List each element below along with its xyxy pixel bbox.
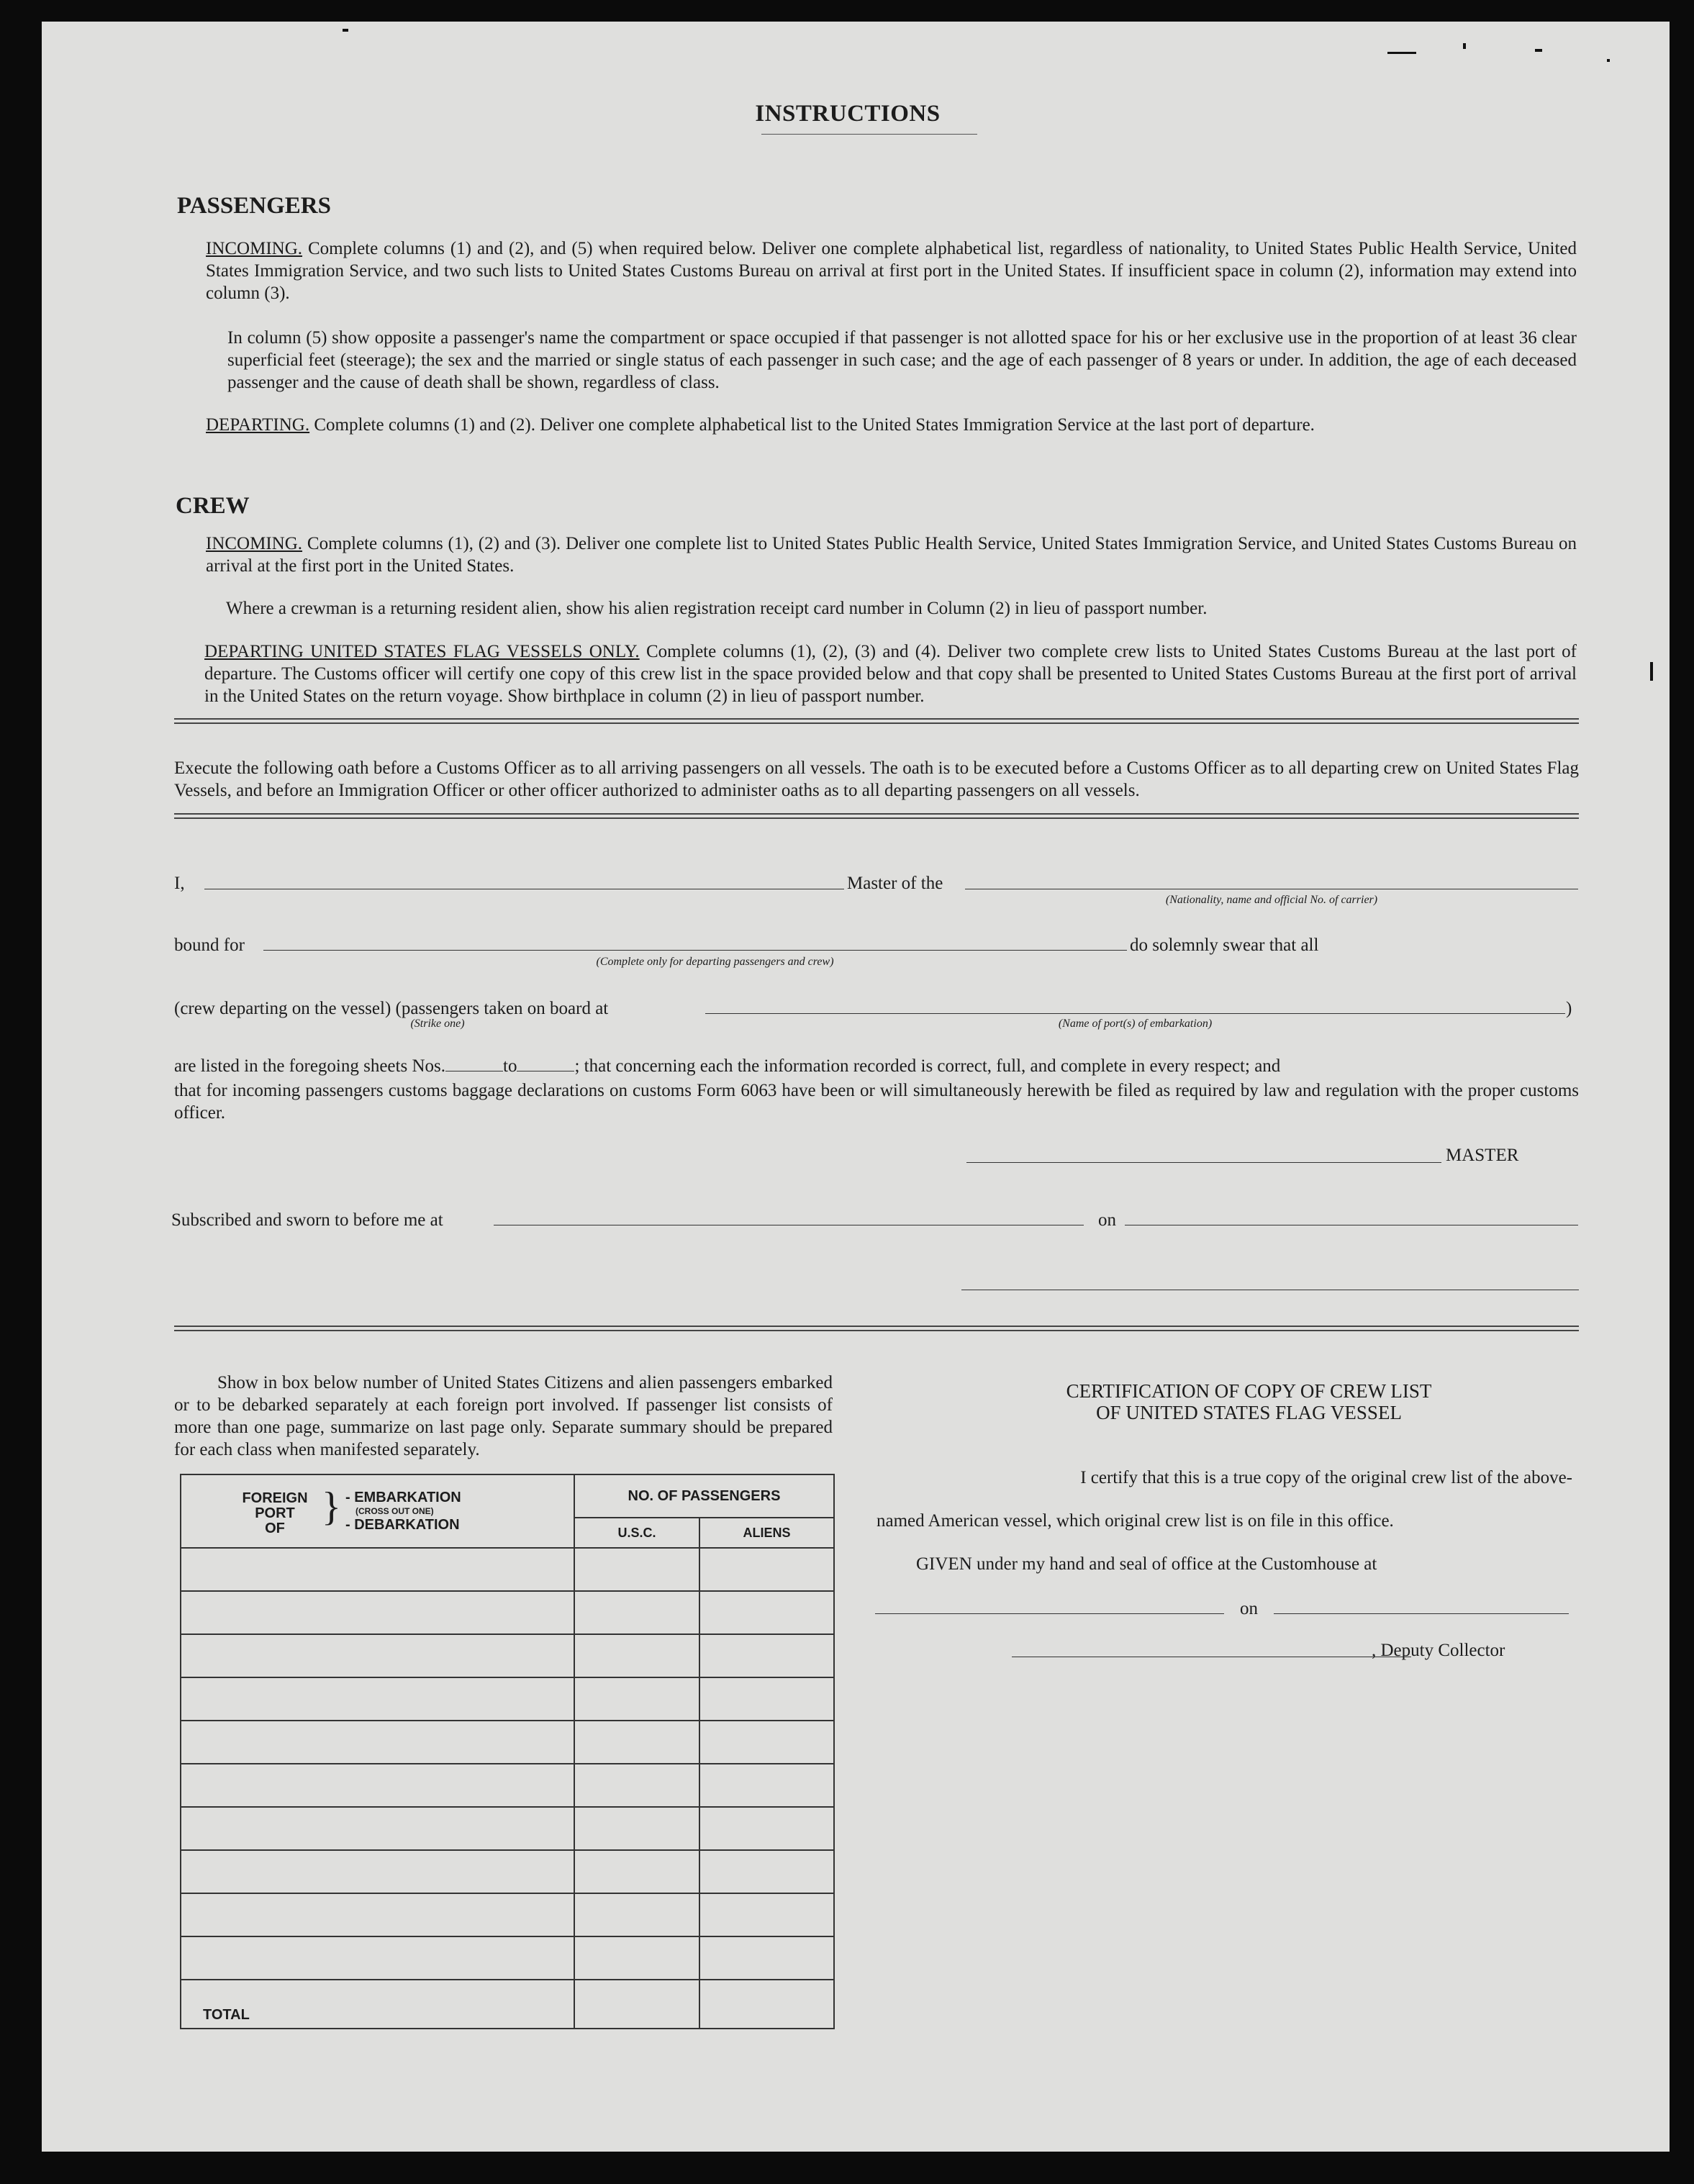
total-row (181, 1980, 834, 2029)
swear-text: do solemnly swear that all (1127, 935, 1318, 956)
ports-caption: (Name of port(s) of embarkation) (1058, 1018, 1213, 1030)
crew-incoming-paragraph (206, 533, 1577, 577)
port-cell[interactable] (181, 1634, 574, 1677)
bound-for-field[interactable] (263, 950, 1167, 951)
aliens-cell[interactable] (699, 1807, 834, 1850)
passenger-summary-table (180, 1474, 835, 2029)
port-cell[interactable] (181, 1591, 574, 1634)
certify-line-2: named American vessel, which original crew list is on file in this office. (877, 1511, 1394, 1531)
scan-speck (343, 29, 348, 32)
debarkation-label[interactable]: - DEBARKATION (345, 1517, 460, 1533)
aliens-cell[interactable] (699, 1721, 834, 1764)
incoming-text: Complete columns (1) and (2), and (5) when required below. Deliver one complete alphabetical list, regardless of nationality, to United States Public Health Service, United States Immigration Service, and two such lists to United States Customs Bureau on arrival at first port in the United States. If insufficient space in column (2), information may extend into column (3). (206, 239, 1577, 303)
port-cell[interactable] (181, 1677, 574, 1721)
listed-to: to (503, 1056, 517, 1076)
certification-heading (916, 1380, 1582, 1423)
table-row (181, 1893, 834, 1936)
crew-heading: CREW (176, 493, 250, 519)
scan-speck (1650, 662, 1653, 681)
master-label: MASTER (1441, 1146, 1518, 1166)
passengers-departing-paragraph (206, 414, 1577, 436)
close-paren: ) (1566, 999, 1572, 1018)
listed-line (174, 1056, 1280, 1077)
usc-cell[interactable] (574, 1764, 699, 1807)
aliens-cell[interactable] (699, 1548, 834, 1591)
embarkation-ports-field[interactable] (705, 1013, 1565, 1014)
aliens-cell[interactable] (699, 1936, 834, 1980)
usc-cell[interactable] (574, 1936, 699, 1980)
certification-date-field[interactable] (1274, 1613, 1569, 1614)
oath-intro: Execute the following oath before a Customs Officer as to all arriving passengers on all vessels. The oath is to be executed before a Customs Officer as to all departing crew on United States Flag Vessels, and before an Immigration Officer or other officer authorized to administer oaths as to all departing passengers on all vessels. (174, 758, 1579, 800)
crew-departing-text: Complete columns (1), (2), (3) and (4). Deliver two complete crew lists to United States Customs Bureau at the last port of departure. The Customs officer will certify one copy of this crew list in the space provided below and that copy shall be presented to United States Customs Bureau at the first port of arrival in the United States on the return voyage. Show birthplace in column (2) in lieu of passport number. (204, 642, 1577, 706)
given-line: GIVEN under my hand and seal of office at the Customhouse at (916, 1554, 1377, 1574)
incoming-label: INCOMING. (206, 239, 303, 258)
table-row (181, 1677, 834, 1721)
passengers-incoming-paragraph (206, 237, 1577, 304)
sworn-on-label: on (1098, 1210, 1116, 1230)
section-divider (174, 1326, 1579, 1331)
usc-cell[interactable] (574, 1677, 699, 1721)
table-row (181, 1936, 834, 1980)
certification-heading-1: CERTIFICATION OF COPY OF CREW LIST (1066, 1380, 1432, 1402)
strike-one-caption: (Strike one) (410, 1018, 465, 1030)
passengers-heading: PASSENGERS (177, 193, 331, 219)
crew-departing-paragraph (204, 640, 1577, 707)
aliens-cell[interactable] (699, 1893, 834, 1936)
scan-speck (1607, 59, 1610, 62)
customhouse-field[interactable] (875, 1613, 1224, 1614)
bound-for-caption: (Complete only for departing passengers and crew) (596, 956, 834, 968)
subscribed-label: Subscribed and sworn to before me at (171, 1210, 443, 1230)
section-divider (174, 813, 1579, 819)
embarkation-label[interactable]: - EMBARKATION (345, 1490, 461, 1505)
column5-paragraph: In column (5) show opposite a passenger's name the compartment or space occupied if that passenger is not allotted space for his or her exclusive use in the proportion of at least 36 clear superficial feet (steerage); the sex and the married or single status of each passenger in such case; and the age of each passenger of 8 years or under. In addition, the age of each deceased passenger and the cause of death shall be shown, regardless of class. (227, 328, 1577, 392)
crew-departing-label: DEPARTING UNITED STATES FLAG VESSELS ONLY. (204, 642, 640, 661)
table-row (181, 1721, 834, 1764)
usc-header: U.S.C. (574, 1518, 699, 1548)
crew-incoming-label: INCOMING. (206, 534, 303, 553)
port-cell[interactable] (181, 1807, 574, 1850)
crew-incoming-text: Complete columns (1), (2) and (3). Deliver one complete list to United States Public Health Service, United States Immigration Service, and United States Customs Bureau on arrival at the first port in the United States. (206, 534, 1577, 576)
cross-out-note: (CROSS OUT ONE) (355, 1506, 434, 1516)
certification-heading-2: OF UNITED STATES FLAG VESSEL (1096, 1402, 1402, 1423)
usc-cell[interactable] (574, 1807, 699, 1850)
departing-text: Complete columns (1) and (2). Deliver one complete alphabetical list to the United States Immigration Service at the last port of departure. (314, 415, 1315, 435)
port-cell[interactable] (181, 1850, 574, 1893)
listed-text: are listed in the foregoing sheets Nos. (174, 1056, 445, 1076)
port-header-cell (181, 1474, 574, 1548)
aliens-total-cell[interactable] (699, 1980, 834, 2029)
port-cell[interactable] (181, 1721, 574, 1764)
crew-passengers-text: (crew departing on the vessel) (passengers taken on board at (174, 999, 609, 1018)
crew-resident-paragraph: Where a crewman is a returning resident alien, show his alien registration receipt card number in Column (2) in lieu of passport number. (226, 599, 1208, 618)
port-cell[interactable] (181, 1764, 574, 1807)
table-row (181, 1807, 834, 1850)
master-of-the-label: Master of the (844, 874, 943, 894)
carrier-caption: (Nationality, name and official No. of carrier) (1165, 894, 1378, 906)
listed-text-2: ; that concerning each the information recorded is correct, full, and complete in every respect; and (574, 1056, 1281, 1076)
page-title: INSTRUCTIONS (755, 101, 941, 127)
usc-cell[interactable] (574, 1893, 699, 1936)
aliens-cell[interactable] (699, 1591, 834, 1634)
scan-speck (1463, 43, 1466, 49)
document-page (42, 22, 1670, 2152)
master-signature-field[interactable] (966, 1162, 1485, 1163)
foreign-port-of: FOREIGN PORT OF (242, 1490, 308, 1536)
aliens-cell[interactable] (699, 1634, 834, 1677)
usc-cell[interactable] (574, 1634, 699, 1677)
port-cell[interactable] (181, 1548, 574, 1591)
table-row (181, 1764, 834, 1807)
oath-i-label: I, (174, 874, 185, 893)
title-underline (761, 134, 977, 135)
usc-cell[interactable] (574, 1850, 699, 1893)
scan-speck (1387, 52, 1416, 54)
aliens-cell[interactable] (699, 1850, 834, 1893)
usc-cell[interactable] (574, 1591, 699, 1634)
table-row (181, 1634, 834, 1677)
usc-cell[interactable] (574, 1548, 699, 1591)
departing-label: DEPARTING. (206, 415, 310, 435)
usc-total-cell[interactable] (574, 1980, 699, 2029)
aliens-header: ALIENS (699, 1518, 834, 1548)
brace-icon: } (322, 1485, 341, 1529)
port-cell[interactable] (181, 1893, 574, 1936)
listed-continuation: that for incoming passengers customs baggage declarations on customs Form 6063 have been or will simultaneously herewith be filed as required by law and regulation with the proper customs officer. (174, 1081, 1579, 1123)
deputy-collector-label: , Deputy Collector (1372, 1641, 1505, 1660)
port-cell[interactable] (181, 1936, 574, 1980)
table-row (181, 1850, 834, 1893)
certify-line-1: I certify that this is a true copy of the original crew list of the above- (1080, 1468, 1572, 1487)
aliens-cell[interactable] (699, 1764, 834, 1807)
summary-note: Show in box below number of United States Citizens and alien passengers embarked or to be debarked separately at each foreign port involved. If passenger list consists of more than one page, summarize on last page only. Separate summary should be prepared for each class when manifested separately. (174, 1373, 833, 1459)
section-divider (174, 718, 1579, 724)
no-of-passengers-header: NO. OF PASSENGERS (574, 1474, 834, 1518)
usc-cell[interactable] (574, 1721, 699, 1764)
scan-speck (1535, 49, 1542, 52)
total-label: TOTAL (181, 1980, 574, 2029)
aliens-cell[interactable] (699, 1677, 834, 1721)
table-row (181, 1591, 834, 1634)
bound-for-label: bound for (174, 935, 245, 955)
certification-on-label: on (1240, 1599, 1258, 1618)
table-row (181, 1548, 834, 1591)
